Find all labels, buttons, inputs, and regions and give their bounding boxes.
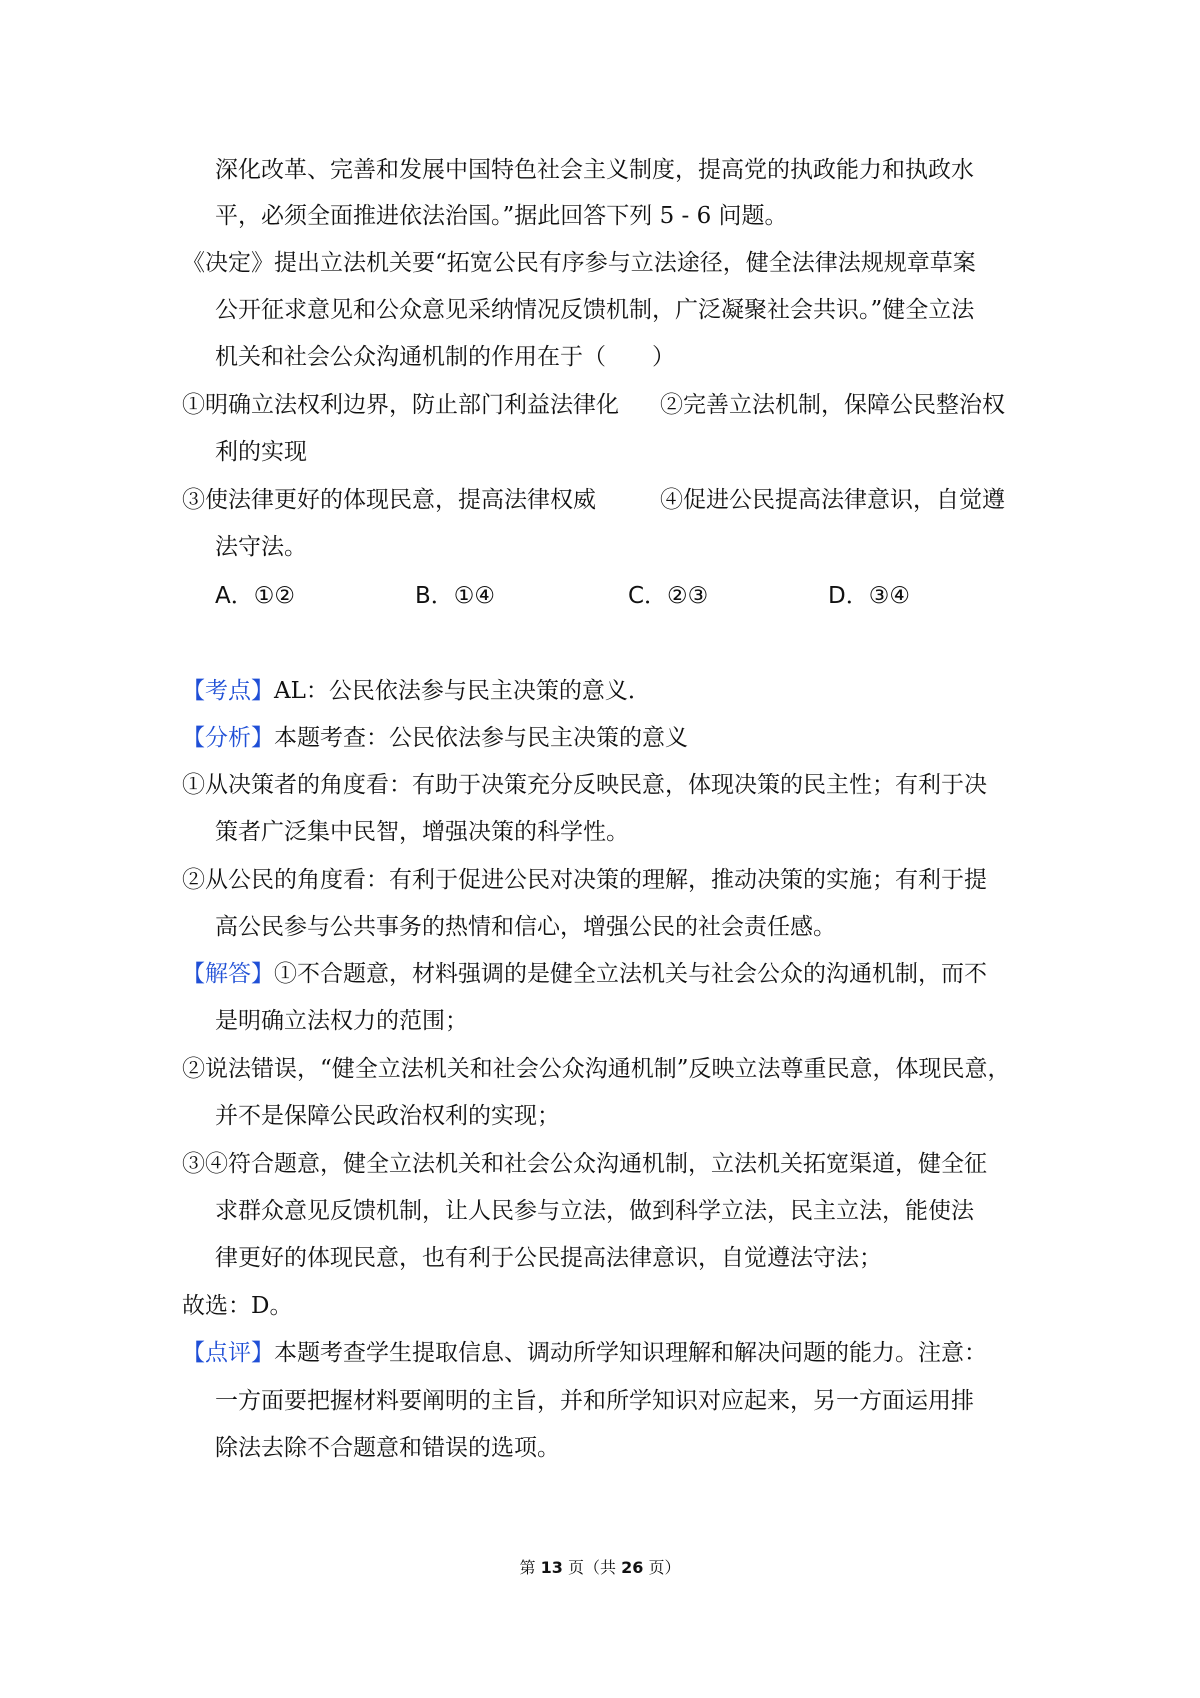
dianping-tag: 【点评】 <box>182 1340 274 1366</box>
dianping-section <box>182 1337 987 1369</box>
intro-line-1: 深化改革、完善和发展中国特色社会主义制度，提高党的执政能力和执政水 <box>215 157 974 183</box>
dianping-line: 一方面要把握材料要阐明的主旨，并和所学知识对应起来，另一方面运用排 <box>215 1388 974 1414</box>
kaodian-section <box>182 675 651 707</box>
jieda-line: 求群众意见反馈机制，让人民参与立法，做到科学立法，民主立法，能使法 <box>215 1198 974 1224</box>
fenxi-section <box>182 722 688 754</box>
jieda-tag: 【解答】 <box>182 961 274 987</box>
jieda-first-line: ①不合题意，材料强调的是健全立法机关与社会公众的沟通机制，而不 <box>274 961 987 987</box>
footer-suffix: 页） <box>648 1558 681 1577</box>
kaodian-tag: 【考点】 <box>182 678 274 704</box>
jieda-line: ③④符合题意，健全立法机关和社会公众沟通机制，立法机关拓宽渠道，健全征 <box>182 1151 987 1177</box>
statement-3: ③使法律更好的体现民意，提高法律权威 <box>182 487 596 513</box>
question-stem-line: 《决定》提出立法机关要“拓宽公民有序参与立法途径，健全法律法规规章草案 <box>182 250 976 276</box>
question-stem-line: 公开征求意见和公众意见采纳情况反馈机制，广泛凝聚社会共识。”健全立法 <box>215 297 975 323</box>
fenxi-line: ①从决策者的角度看：有助于决策充分反映民意，体现决策的民主性；有利于决 <box>182 772 987 798</box>
fenxi-text: 本题考查：公民依法参与民主决策的意义 <box>274 725 688 751</box>
answer-line: 故选：D。 <box>182 1293 293 1319</box>
option-a: A．①② <box>215 583 295 609</box>
option-c: C．②③ <box>628 583 709 609</box>
kaodian-text: AL：公民依法参与民主决策的意义． <box>274 678 651 704</box>
statement-2: ②完善立法机制，保障公民整治权 <box>660 392 1005 418</box>
statement-1: ①明确立法权利边界，防止部门利益法律化 <box>182 392 619 418</box>
question-stem-line: 机关和社会公众沟通机制的作用在于（ ） <box>215 344 675 370</box>
footer-total-pages: 26 <box>621 1558 644 1577</box>
dianping-first-line: 本题考查学生提取信息、调动所学知识理解和解决问题的能力。注意： <box>274 1340 987 1366</box>
fenxi-line: ②从公民的角度看：有利于促进公民对决策的理解，推动决策的实施；有利于提 <box>182 867 987 893</box>
statement-2-cont: 利的实现 <box>215 439 307 465</box>
jieda-line: 律更好的体现民意，也有利于公民提高法律意识，自觉遵法守法； <box>215 1245 882 1271</box>
intro-line-2: 平，必须全面推进依法治国。”据此回答下列 5 - 6 问题。 <box>215 203 788 229</box>
fenxi-line: 高公民参与公共事务的热情和信心，增强公民的社会责任感。 <box>215 914 836 940</box>
option-b: B．①④ <box>415 583 496 609</box>
option-d: D．③④ <box>828 583 910 609</box>
jieda-line: 并不是保障公民政治权利的实现； <box>215 1103 560 1129</box>
statement-4-cont: 法守法。 <box>215 534 307 560</box>
jieda-line: 是明确立法权力的范围； <box>215 1008 468 1034</box>
footer-middle: 页（共 <box>567 1558 616 1577</box>
dianping-line: 除法去除不合题意和错误的选项。 <box>215 1435 560 1461</box>
footer-page-number: 13 <box>540 1558 563 1577</box>
fenxi-line: 策者广泛集中民智，增强决策的科学性。 <box>215 819 629 845</box>
page-footer <box>0 1555 1200 1578</box>
statement-4: ④促进公民提高法律意识，自觉遵 <box>660 487 1005 513</box>
fenxi-tag: 【分析】 <box>182 725 274 751</box>
jieda-line: ②说法错误，“健全立法机关和社会公众沟通机制”反映立法尊重民意，体现民意， <box>182 1056 1011 1082</box>
footer-prefix: 第 <box>519 1558 536 1577</box>
jieda-section <box>182 958 987 990</box>
